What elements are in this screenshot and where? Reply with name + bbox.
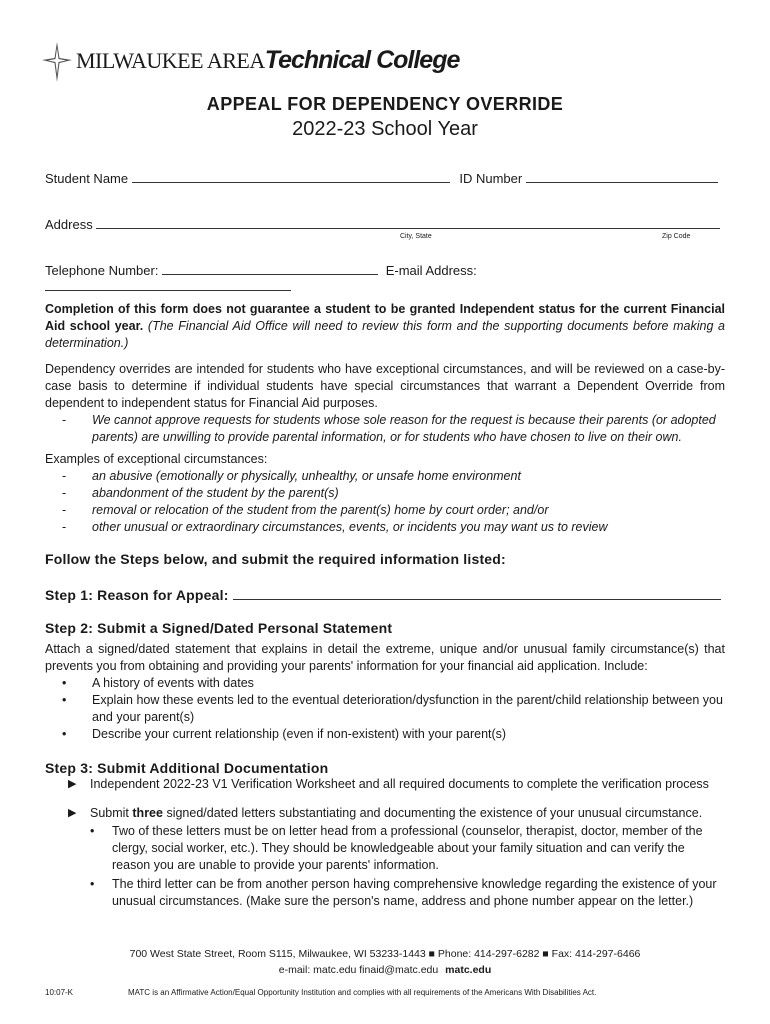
disclaimer-italic: (The Financial Aid Office will need to review this form and the supporting documents before making a determination.) bbox=[45, 319, 726, 350]
list-item: • A history of events with dates bbox=[62, 676, 254, 690]
bullet-text: Describe your current relationship (even if non-existent) with your parent(s) bbox=[92, 727, 507, 741]
triangle-bullet-icon: ▶ bbox=[68, 778, 77, 790]
telephone-field[interactable] bbox=[162, 262, 378, 275]
step3-item-text: signed/dated letters substantiating and documenting the existence of your unusual circumstance. bbox=[162, 806, 703, 820]
triangle-bullet-icon: ▶ bbox=[68, 807, 77, 819]
logo-regular-text: MILWAUKEE AREA bbox=[76, 48, 265, 73]
email-label: E-mail Address: bbox=[385, 263, 477, 278]
footer-contact bbox=[0, 964, 770, 976]
student-row bbox=[45, 170, 725, 186]
address-label: Address bbox=[45, 217, 93, 232]
intro-paragraph: Dependency overrides are intended for students who have exceptional circumstances, and will be reviewed on a case-by-case basis to determine if individual students have special circumstances that warrant a Dependent Override from dependent to independent status for Financial Aid purposes. bbox=[45, 362, 725, 410]
list-item: - an abusive (emotionally or physically, unhealthy, or unsafe home environment bbox=[62, 469, 521, 483]
examples-list bbox=[62, 468, 725, 536]
list-item: • The third letter can be from another person having comprehensive knowledge regarding the existence of your unusual circumstances. (Make sure the person's name, address and phone number appear on the letter.) bbox=[90, 876, 726, 910]
form-title: APPEAL FOR DEPENDENCY OVERRIDE bbox=[206, 94, 564, 114]
exclusion-list bbox=[62, 412, 725, 446]
disclaimer-paragraph bbox=[45, 301, 725, 352]
email-field[interactable] bbox=[45, 278, 291, 291]
example-text: removal or relocation of the student from the parent(s) home by court order; and/or bbox=[92, 503, 549, 517]
address-row bbox=[45, 216, 725, 232]
list-item: - abandonment of the student by the parent(s) bbox=[62, 486, 339, 500]
bullet-text: Explain how these events led to the eventual deterioration/dysfunction in the parent/child relationship between you and your parent(s) bbox=[92, 693, 723, 724]
example-text: other unusual or extraordinary circumstances, events, or incidents you may want us to review bbox=[92, 520, 608, 534]
list-item: • Two of these letters must be on letter head from a professional (counselor, therapist, doctor, member of the clergy, social worker, etc.). They should be knowledgeable about your family situation and can verify the reason you are unable to provide your parents' information. bbox=[90, 823, 726, 874]
list-item bbox=[68, 776, 728, 793]
step3-item-bold: three bbox=[132, 806, 163, 820]
footer-website-link[interactable]: matc.edu bbox=[445, 964, 492, 976]
reason-field[interactable] bbox=[233, 586, 721, 600]
step3-item-text: Independent 2022-23 V1 Verification Worksheet and all required documents to complete the verification process bbox=[90, 777, 709, 791]
step2-heading: Step 2: Submit a Signed/Dated Personal Statement bbox=[45, 620, 393, 636]
letter-requirement-text: The third letter can be from another person having comprehensive knowledge regarding the existence of your unusual circumstances. (Make sure the person's name, address and phone number appear on the letter.) bbox=[112, 877, 717, 908]
id-number-label: ID Number bbox=[459, 171, 523, 186]
form-subtitle: 2022-23 School Year bbox=[292, 118, 478, 140]
city-state-caption: City, State bbox=[400, 233, 432, 240]
steps-heading: Follow the Steps below, and submit the required information listed: bbox=[45, 551, 506, 567]
star-logo-icon bbox=[40, 40, 74, 84]
step1-row bbox=[45, 586, 725, 603]
step2-bullets bbox=[62, 675, 725, 743]
footer-email: e-mail: matc.edu finaid@matc.edu bbox=[278, 964, 439, 976]
student-name-label: Student Name bbox=[45, 171, 129, 186]
footer-address: 700 West State Street, Room S115, Milwaukee, WI 53233-1443 ■ Phone: 414-297-6282 ■ Fax: 414-297-6466 bbox=[129, 948, 641, 960]
list-item: - removal or relocation of the student from the parent(s) home by court order; and/or bbox=[62, 503, 549, 517]
disclaimer-bold: Completion of this form does not guarantee a student to be granted Independent status for the current Financial Aid school year. bbox=[45, 302, 725, 333]
list-item: • Explain how these events led to the eventual deterioration/dysfunction in the parent/child relationship between you and your parent(s) bbox=[62, 692, 725, 726]
telephone-label: Telephone Number: bbox=[45, 263, 159, 278]
step3-heading: Step 3: Submit Additional Documentation bbox=[45, 760, 329, 776]
example-text: abandonment of the student by the parent(s) bbox=[92, 486, 339, 500]
letters-list bbox=[90, 823, 726, 912]
step2-text: Attach a signed/dated statement that explains in detail the extreme, unique and/or unusual family circumstance(s) that prevents you from obtaining and providing your parents' information for your financial aid application. Include: bbox=[45, 642, 725, 673]
list-item: - other unusual or extraordinary circumstances, events, or incidents you may want us to review bbox=[62, 520, 608, 534]
bullet-text: A history of events with dates bbox=[92, 676, 254, 690]
form-code: 10:07-K bbox=[45, 988, 74, 997]
student-name-field[interactable] bbox=[132, 170, 450, 183]
example-text: an abusive (emotionally or physically, unhealthy, or unsafe home environment bbox=[92, 469, 521, 483]
id-number-field[interactable] bbox=[526, 170, 718, 183]
list-item: • Describe your current relationship (even if non-existent) with your parent(s) bbox=[62, 727, 507, 741]
examples-heading: Examples of exceptional circumstances: bbox=[45, 452, 268, 466]
list-item bbox=[68, 805, 728, 822]
college-logo bbox=[40, 40, 459, 88]
address-field[interactable] bbox=[96, 216, 720, 229]
letter-requirement-text: Two of these letters must be on letter head from a professional (counselor, therapist, doctor, member of the clergy, social worker, etc.). They should be knowledgeable about your family situation and can verify the reason you are unable to provide your parents' information. bbox=[112, 824, 703, 872]
contact-row bbox=[45, 262, 725, 294]
exclusion-item: - We cannot approve requests for students whose sole reason for the request is because their parents (or adopted parents) are unwilling to provide parental information, or for students who have chosen to live on their own. bbox=[62, 412, 725, 446]
step3-item-text: Submit bbox=[90, 806, 133, 820]
eeo-statement: MATC is an Affirmative Action/Equal Opportunity Institution and complies with all requirements of the Americans With Disabilities Act. bbox=[128, 988, 597, 997]
step1-label: Step 1: Reason for Appeal: bbox=[45, 587, 229, 603]
logo-bold-text: Technical College bbox=[264, 46, 460, 74]
zip-code-caption: Zip Code bbox=[662, 233, 691, 240]
exclusion-text: We cannot approve requests for students whose sole reason for the request is because their parents (or adopted parents) are unwilling to provide parental information, or for students who have chosen to live on their own. bbox=[92, 413, 716, 444]
